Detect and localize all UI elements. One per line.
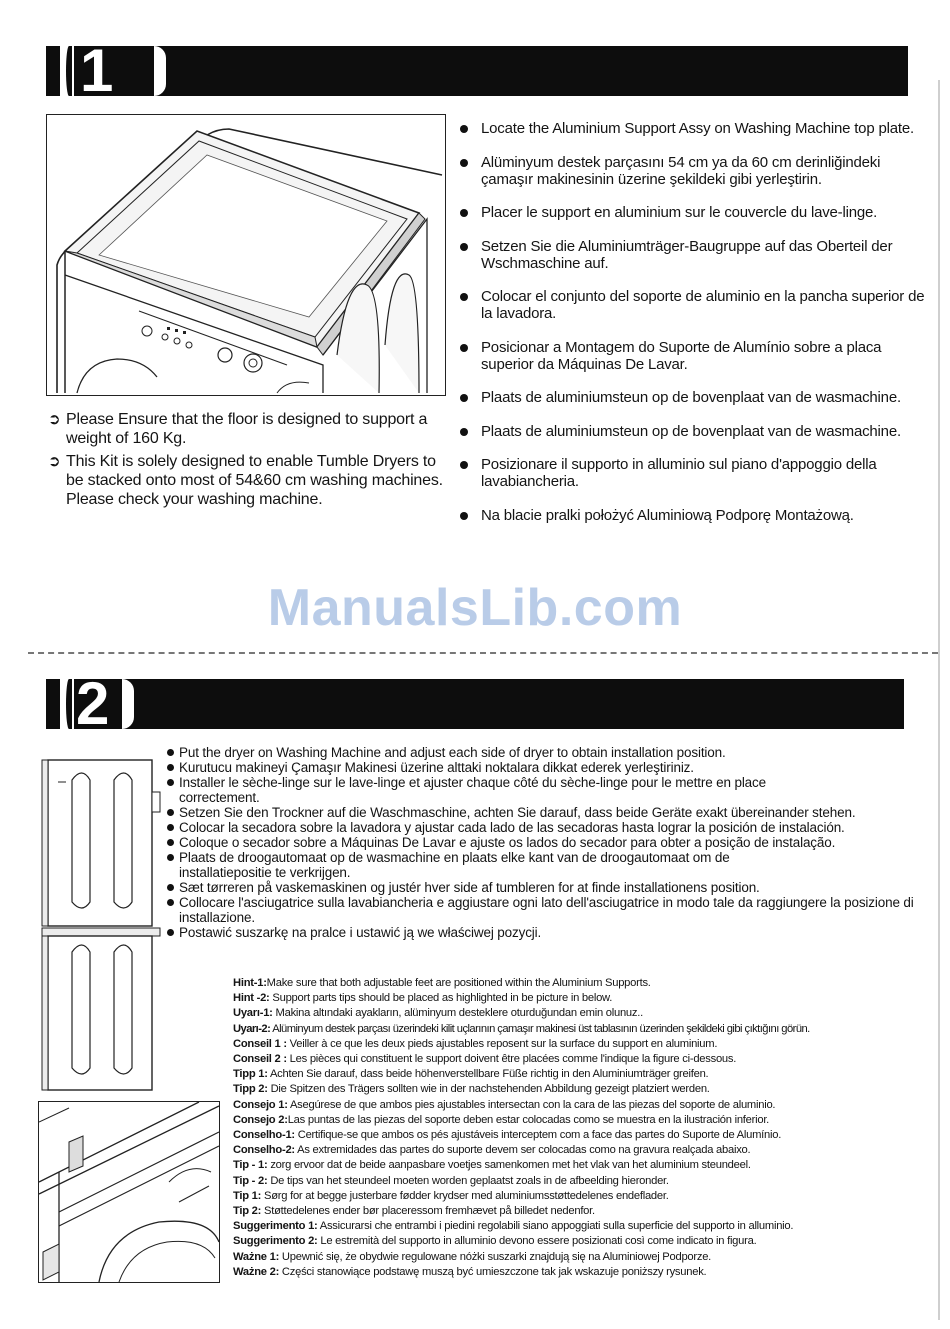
section-2-header-bar: [46, 670, 904, 737]
instruction-de: Setzen Sie die Aluminiumträger-Baugruppe auf das Oberteil der Wschmaschine auf.: [481, 237, 893, 272]
hint-label: Tipp 1:: [233, 1068, 268, 1081]
bullet-icon: [460, 243, 468, 251]
instruction-pl: Na blacie pralki położyć Aluminiową Podporę Montażową.: [481, 506, 854, 524]
section-2-number: 2: [76, 670, 110, 737]
instruction-es: Colocar el conjunto del soporte de aluminio en la pancha superior de la lavadora.: [481, 288, 925, 322]
hint-item: [233, 976, 938, 991]
hint-item: [233, 1022, 938, 1037]
hint-text: Assicurarsi che entrambi i piedini regolabili siano appoggiati sulla superficie del supporto in alluminio.: [317, 1220, 794, 1233]
list-item: [166, 835, 941, 850]
hint-label: Uyarı-2:: [233, 1022, 271, 1035]
instruction-nl: Plaats de droogautomaat op de wasmachine en plaats elke kant van de droogautomaat om de installatiepositie te verkrijgen.: [179, 850, 730, 880]
hint-item: [233, 1082, 938, 1097]
hint-item: [233, 1128, 938, 1143]
bullet-icon: [460, 428, 468, 436]
instruction-fr: Installer le sèche-linge sur le lave-linge et ajuster chaque côté du sèche-linge pour le mettre en place correctement.: [179, 775, 766, 805]
list-item: [166, 850, 941, 880]
hint-label: Conselho-1:: [233, 1129, 295, 1142]
instruction-tr: Alüminyum destek parçasını 54 cm ya da 60 cm derinliğindeki çamaşır makinesinin üzerine şekildeki gibi yerleştirin.: [481, 153, 881, 188]
hint-item: [233, 1143, 938, 1158]
list-item: [166, 880, 941, 895]
hint-label: Hint-1:: [233, 977, 267, 989]
bullet-icon: [460, 159, 468, 167]
bullet-icon: [460, 209, 468, 217]
hint-label: Tip - 2:: [233, 1174, 268, 1187]
hint-item: [233, 1219, 938, 1234]
instruction-pl: Postawić suszarkę na pralce i ustawić ją we właściwej pozycji.: [179, 925, 542, 940]
bullet-icon: [460, 293, 468, 301]
hint-label: Suggerimento 1:: [233, 1220, 318, 1233]
instruction-en: Locate the Aluminium Support Assy on Washing Machine top plate.: [481, 120, 914, 137]
hint-label: Hint -2:: [233, 992, 270, 1005]
hint-item: [233, 1234, 938, 1249]
hint-text: Veiller à ce que les deux pieds ajustables reposent sur la surface du support en aluminium.: [286, 1037, 718, 1050]
list-item: [456, 154, 926, 188]
list-item: [456, 507, 926, 524]
hint-label: Conseil 1 :: [233, 1037, 287, 1050]
hint-text: Makina altındaki ayakların, alüminyum desteklere oturduğundan emin olunuz..: [272, 1007, 643, 1020]
hint-item: [233, 1098, 938, 1113]
hint-item: [233, 1037, 938, 1052]
instruction-it: Collocare l'asciugatrice sulla lavabiancheria e aggiustare ogni lato dell'asciugatrice in modo tale da raggiungere la posizione di installazione.: [179, 895, 914, 925]
step-1-notes: [48, 410, 448, 513]
bullet-icon: [460, 344, 468, 352]
bullet-icon: [167, 824, 174, 831]
hint-label: Consejo 2:: [233, 1113, 288, 1126]
section-1-number: 1: [80, 37, 114, 104]
hint-item: [233, 1158, 938, 1173]
hint-label: Tipp 2:: [233, 1083, 268, 1096]
bullet-icon: [167, 779, 174, 786]
bullet-icon: [167, 929, 174, 936]
list-item: [166, 895, 941, 925]
section-1-header-bar: [46, 37, 908, 104]
hint-text: Die Spitzen des Trägers sollten wie in der nachstehenden Abbildung gezeigt platziert werden.: [267, 1083, 710, 1096]
instruction-es: Colocar la secadora sobre la lavadora y ajustar cada lado de las secadoras hasta lograr la posición de instalación.: [179, 820, 845, 835]
hint-label: Conseil 2 :: [233, 1053, 287, 1066]
list-item: [456, 238, 926, 272]
hint-text: Support parts tips should be placed as highlighted in be picture in below.: [269, 992, 613, 1005]
bullet-icon: [167, 764, 174, 771]
hint-text: Achten Sie darauf, dass beide höhenverstellbare Füße richtig in den Aluminiumträger greifen.: [267, 1068, 709, 1081]
hint-text: Alüminyum destek parçası üzerindeki kilit uçlarının çamaşır makinesi üst tablasının üzerinden şekildeki gibi çıktığını görün.: [270, 1022, 810, 1035]
support-tip-detail-drawing: [39, 1102, 219, 1282]
instruction-nl: Plaats de aluminiumsteun op de bovenplaat van de wasmachine.: [481, 389, 901, 406]
hint-text: Części stanowiące podstawę muszą być umieszczone tak jak wskazuje poniższy rysunek.: [279, 1265, 707, 1278]
instruction-fr: Placer le support en aluminium sur le couvercle du lave-linge.: [481, 204, 878, 221]
instruction-pt: Posicionar a Montagem do Suporte de Alumínio sobre a placa superior da Máquinas De Lavar.: [481, 338, 882, 373]
note-text: This Kit is solely designed to enable Tumble Dryers to be stacked onto most of 54&60 cm washing machines. Please check your washing machine.: [66, 453, 443, 508]
hint-text: Sørg for at begge justerbare fødder krydser med aluminiumsstøttedelenes endeflader.: [261, 1189, 669, 1202]
note-item: [48, 410, 448, 448]
list-item: [456, 204, 926, 221]
hint-text: Certifique-se que ambos os pés ajustáveis interceptem com a face das partes do Suporte de Alumínio.: [294, 1129, 782, 1142]
hint-label: Tip 2:: [233, 1205, 262, 1218]
hint-label: Tip 1:: [233, 1189, 262, 1202]
hint-label: Consejo 1:: [233, 1098, 288, 1111]
arrow-right-icon: ➲: [48, 411, 61, 428]
section-1-bracket: [46, 46, 60, 96]
hint-item: [233, 1067, 938, 1082]
arrow-right-icon: ➲: [48, 453, 61, 470]
hint-text: Asegúrese de que ambos pies ajustables intersectan con la cara de las piezas del soporte de aluminio.: [287, 1098, 776, 1111]
stacked-appliances-drawing: [38, 752, 163, 1092]
bullet-icon: [167, 749, 174, 756]
list-item: [166, 805, 941, 820]
instruction-it: Posizionare il supporto in alluminio sul piano d'appoggio della lavabiancheria.: [481, 456, 877, 490]
list-item: [166, 775, 941, 805]
note-item: [48, 452, 448, 509]
bullet-icon: [167, 809, 174, 816]
stacked-dryer-illustration: [38, 752, 163, 1092]
support-detail-illustration: [38, 1101, 220, 1283]
watermark: ManualsLib.com: [267, 579, 683, 637]
bullet-icon: [167, 884, 174, 891]
hint-item: [233, 1174, 938, 1189]
instruction-de: Setzen Sie den Trockner auf die Waschmaschine, achten Sie darauf, dass beide Geräte exakt übereinander stehen.: [179, 805, 856, 820]
instruction-nl-2: Plaats de aluminiumsteun op de bovenplaat van de wasmachine.: [481, 422, 901, 440]
hint-text: Le estremità del supporto in alluminio devono essere posizionati così come indicato in figura.: [317, 1235, 757, 1248]
hint-item: [233, 991, 938, 1006]
instruction-tr: Kurutucu makineyi Çamaşır Makinesi üzerine alttaki noktalara dikkat ederek yerleştiriniz.: [179, 760, 694, 775]
instruction-da: Sæt tørreren på vaskemaskinen og justér hver side af tumbleren for at finde installationens position.: [179, 880, 760, 895]
step-1-instructions: [456, 120, 926, 540]
bullet-icon: [460, 125, 468, 133]
hint-item: [233, 1189, 938, 1204]
washing-machine-top-plate-drawing: [47, 115, 445, 395]
hint-text: Les pièces qui constituent le support doivent être placées comme l'indique la figure ci-dessous.: [286, 1053, 737, 1066]
list-item: [456, 339, 926, 373]
bullet-icon: [167, 854, 174, 861]
list-item: [456, 288, 926, 322]
bullet-icon: [167, 899, 174, 906]
list-item: [456, 389, 926, 406]
hint-label: Tip - 1:: [233, 1159, 268, 1172]
hint-item: [233, 1052, 938, 1067]
hint-text: Upewnić się, że obydwie regulowane nóżki suszarki znajdują się na Aluminiowej Podporze.: [279, 1250, 712, 1263]
hint-label: Conselho-2:: [233, 1144, 295, 1157]
hint-item: [233, 1204, 938, 1219]
note-text: Please Ensure that the floor is designed to support a weight of 160 Kg.: [66, 411, 428, 447]
hint-text: De tips van het steundeel moeten worden geplaatst zoals in de afbeelding hieronder.: [267, 1174, 669, 1187]
list-item: [166, 925, 941, 940]
hint-label: Suggerimento 2:: [233, 1235, 318, 1248]
step-2-instructions: [166, 745, 941, 940]
hint-item: [233, 1250, 938, 1265]
instruction-en: Put the dryer on Washing Machine and adjust each side of dryer to obtain installation position.: [179, 745, 726, 760]
step-2-hints: [233, 976, 938, 1280]
list-item: [456, 456, 926, 490]
scan-edge: [938, 80, 940, 1320]
list-item: [166, 820, 941, 835]
hint-item: [233, 1265, 938, 1280]
list-item: [166, 745, 941, 760]
bullet-icon: [167, 839, 174, 846]
bullet-icon: [460, 461, 468, 469]
list-item: [456, 120, 926, 137]
hint-text: Støttedelenes ender bør placeressom fremhævet på billedet nedenfor.: [261, 1205, 595, 1218]
hint-text: Las puntas de las piezas del soporte deben estar colocadas como se muestra en la ilustración inferior.: [287, 1113, 770, 1126]
hint-text: Make sure that both adjustable feet are positioned within the Aluminium Supports.: [266, 977, 651, 989]
list-item: [166, 760, 941, 775]
hint-text: zorg ervoor dat de beide aanpasbare voetjes samenkomen met het vlak van het aluminium steundeel.: [267, 1159, 751, 1172]
hint-item: [233, 1113, 938, 1128]
washing-machine-illustration: [46, 114, 446, 396]
list-item: [456, 423, 926, 440]
hint-item: [233, 1006, 938, 1021]
bullet-icon: [460, 394, 468, 402]
hint-label: Ważne 2:: [233, 1265, 280, 1278]
hint-label: Ważne 1:: [233, 1250, 280, 1263]
hint-text: As extremidades das partes do suporte devem ser colocadas como na gravura realçada abaixo.: [294, 1144, 751, 1157]
hint-label: Uyarı-1:: [233, 1007, 273, 1020]
instruction-pt: Coloque o secador sobre a Máquinas De Lavar e ajuste os lados do secador para obter a posição de instalação.: [179, 835, 836, 850]
bullet-icon: [460, 512, 468, 520]
section-divider: [28, 652, 938, 654]
